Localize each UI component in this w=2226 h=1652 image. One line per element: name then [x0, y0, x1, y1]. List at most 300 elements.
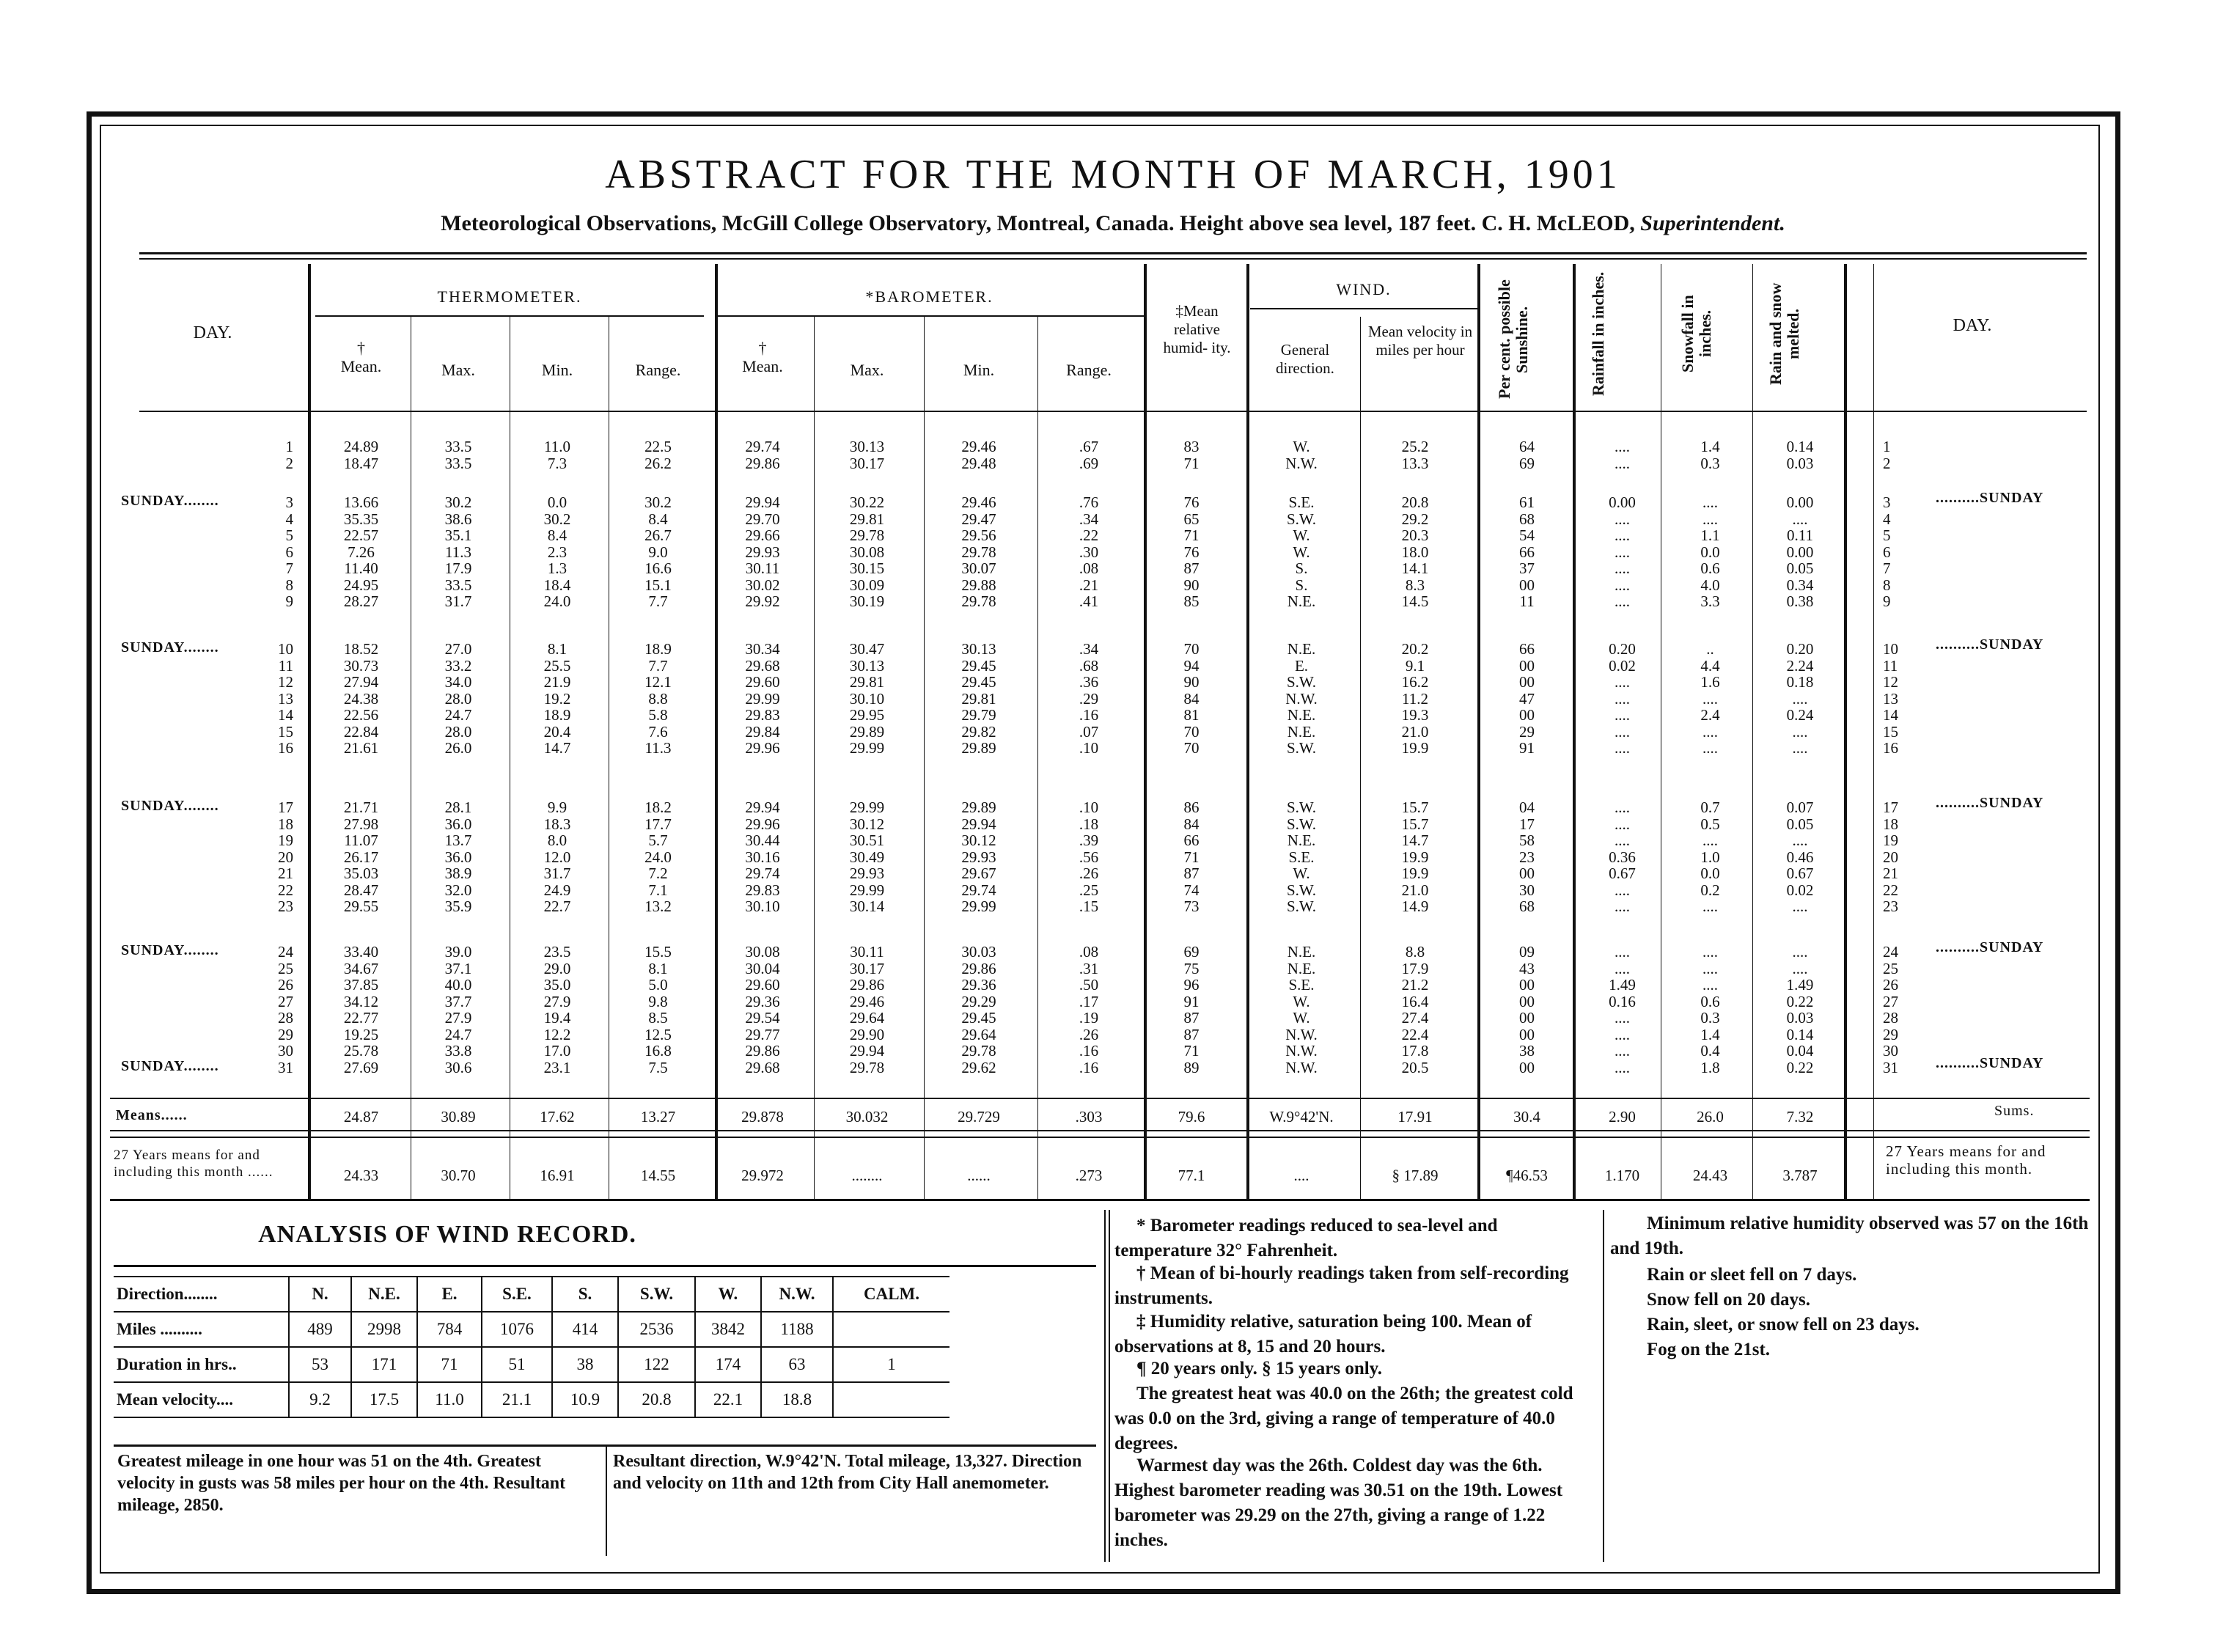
right-note: Snow fell on 20 days. — [1647, 1290, 1810, 1310]
table-cell: 29.68 — [745, 1058, 780, 1076]
table-cell: 15.7 — [1401, 815, 1429, 833]
day-number-right: 13 — [1883, 689, 1898, 708]
means-cell: 7.32 — [1786, 1108, 1814, 1126]
table-cell: 21.61 — [343, 739, 379, 757]
table-cell: .... — [1702, 959, 1718, 977]
table-cell: 11.3 — [445, 543, 471, 561]
table-cell: .16 — [1079, 1042, 1099, 1060]
means-label: Means...... — [116, 1107, 188, 1123]
wind-notes-right: Resultant direction, W.9°42'N. Total mileage, 13,327. Direction and velocity on 11th and 12th from City Hall anemometer. — [613, 1452, 1082, 1493]
table-cell: 29.79 — [961, 706, 996, 724]
table-cell: 29.99 — [849, 739, 885, 757]
table-cell: 30.13 — [849, 438, 885, 455]
wind-table-cell: 414 — [552, 1312, 618, 1347]
table-cell: N.E. — [1287, 722, 1316, 741]
table-cell: 29.93 — [961, 848, 996, 866]
table-cell: 66 — [1183, 831, 1200, 849]
table-cell: .22 — [1079, 526, 1099, 544]
day-number-left: 10 — [278, 640, 293, 658]
day-number-left: 23 — [278, 897, 293, 915]
table-cell: 29.89 — [961, 739, 996, 757]
day-number-right: 3 — [1883, 493, 1891, 511]
table-cell: 29.86 — [961, 959, 996, 977]
table-cell: 5.7 — [648, 831, 668, 849]
day-number-left: 16 — [278, 739, 293, 757]
table-cell: .... — [1615, 706, 1630, 724]
table-cell: .... — [1792, 739, 1808, 757]
wind-analysis-rule — [114, 1265, 1096, 1267]
table-cell: 1.1 — [1700, 526, 1720, 544]
table-cell: 12.1 — [644, 673, 672, 691]
day-number-right: 25 — [1883, 959, 1898, 977]
table-cell: 0.6 — [1700, 559, 1720, 577]
table-cell: 76 — [1183, 543, 1200, 561]
barometer-header: *BAROMETER. — [865, 287, 993, 306]
table-cell: 23.5 — [543, 943, 571, 961]
thermometer-header: THERMOMETER. — [437, 287, 582, 306]
table-cell: 8.4 — [648, 510, 668, 528]
table-cell: 00 — [1519, 656, 1535, 675]
table-cell: S.W. — [1286, 673, 1317, 691]
table-cell: 22.7 — [543, 897, 571, 915]
superintendent-text: Superintendent. — [1640, 211, 1785, 235]
day-number-right: 2 — [1883, 454, 1891, 472]
table-cell: 29.89 — [849, 722, 885, 741]
table-cell: 7.3 — [547, 454, 567, 472]
table-cell: 27.9 — [444, 1009, 472, 1027]
subheader-label: Range. — [1066, 361, 1112, 379]
day-number-right: 22 — [1883, 881, 1898, 899]
table-cell: 28.47 — [343, 881, 379, 899]
wind-table-cell: S.E. — [482, 1277, 552, 1312]
wind-table-cell: 71 — [417, 1347, 482, 1382]
table-cell: 30.15 — [849, 559, 885, 577]
table-cell: .69 — [1079, 454, 1099, 472]
table-cell: 00 — [1519, 992, 1535, 1010]
table-cell: .... — [1792, 510, 1808, 528]
table-cell: 47 — [1519, 689, 1535, 708]
sunshine-header: Per cent. possible Sunshine. — [1495, 279, 1531, 400]
table-cell: 16.2 — [1401, 673, 1429, 691]
table-cell: 28.1 — [444, 799, 472, 816]
table-cell: 3.3 — [1700, 592, 1720, 610]
table-cell: .... — [1792, 831, 1808, 849]
table-cell: .21 — [1079, 576, 1099, 594]
table-cell: N.E. — [1287, 959, 1316, 977]
wind-table-cell: 1076 — [482, 1312, 552, 1347]
years-cell: ¶46.53 — [1506, 1167, 1548, 1184]
table-cell: 0.03 — [1786, 454, 1814, 472]
table-cell: 34.0 — [444, 673, 472, 691]
table-cell: 0.07 — [1786, 799, 1814, 816]
footnote-divider-left — [1104, 1210, 1106, 1562]
table-cell: 39.0 — [444, 943, 472, 961]
table-cell: 29.89 — [961, 799, 996, 816]
table-cell: 69 — [1183, 943, 1200, 961]
table-cell: 73 — [1183, 897, 1200, 915]
day-number-left: 17 — [278, 799, 293, 816]
table-cell: 69 — [1519, 454, 1535, 472]
table-cell: 1.4 — [1700, 1025, 1720, 1043]
dagger-mark: † — [758, 339, 767, 357]
table-cell: 29.86 — [849, 976, 885, 994]
table-cell: 87 — [1183, 559, 1200, 577]
table-cell: 00 — [1519, 706, 1535, 724]
table-cell: S.W. — [1286, 881, 1317, 899]
table-cell: 21.0 — [1401, 722, 1429, 741]
means-cell: 29.729 — [958, 1108, 1000, 1126]
table-cell: 11.2 — [1402, 689, 1428, 708]
table-cell: 0.22 — [1786, 1058, 1814, 1076]
table-cell: 35.1 — [444, 526, 472, 544]
table-cell: 30.10 — [849, 689, 885, 708]
table-cell: 24.0 — [644, 848, 672, 866]
table-cell: 84 — [1183, 689, 1200, 708]
table-cell: .... — [1792, 959, 1808, 977]
table-cell: 5.8 — [648, 706, 668, 724]
day-number-left: 5 — [285, 526, 293, 544]
table-cell: 29.94 — [745, 799, 780, 816]
table-cell: 16.8 — [644, 1042, 672, 1060]
table-cell: 86 — [1183, 799, 1200, 816]
means-cell: W.9°42'N. — [1269, 1108, 1334, 1126]
years-cell: .273 — [1075, 1167, 1103, 1184]
day-number-left: 15 — [278, 722, 293, 741]
table-cell: 29 — [1519, 722, 1535, 741]
table-cell: 29.95 — [849, 706, 885, 724]
table-cell: 0.20 — [1609, 640, 1636, 658]
wind-analysis-table — [114, 1276, 949, 1418]
table-cell: 29.83 — [745, 881, 780, 899]
table-cell: 29.92 — [745, 592, 780, 610]
wind-table-cell: 1 — [833, 1347, 949, 1382]
wind-table-cell: N. — [289, 1277, 351, 1312]
table-cell: .16 — [1079, 1058, 1099, 1076]
table-cell: 25.2 — [1401, 438, 1429, 455]
table-cell: 25.78 — [343, 1042, 379, 1060]
subheader-range — [1037, 361, 1140, 379]
years-label: 27 Years means for and including this month ...... — [114, 1148, 273, 1180]
day-number-right: 1 — [1883, 438, 1891, 455]
table-cell: 13.2 — [644, 897, 672, 915]
day-number-right: 21 — [1883, 864, 1898, 882]
table-cell: 28.27 — [343, 592, 379, 610]
day-number-right: 4 — [1883, 510, 1891, 528]
table-cell: S.W. — [1286, 510, 1317, 528]
table-cell: 29.60 — [745, 976, 780, 994]
table-cell: 29.46 — [961, 493, 996, 511]
table-cell: 27.98 — [343, 815, 379, 833]
table-cell: 37.1 — [444, 959, 472, 977]
table-cell: N.E. — [1287, 640, 1316, 658]
table-cell: 2.4 — [1700, 706, 1720, 724]
sunday-label-right: ..........SUNDAY — [1936, 1054, 2044, 1071]
table-cell: 30.16 — [745, 848, 780, 866]
table-cell: 15.7 — [1401, 799, 1429, 816]
table-cell: .... — [1615, 1025, 1630, 1043]
table-cell: 18.3 — [543, 815, 571, 833]
years-cell: 29.972 — [741, 1167, 784, 1184]
table-cell: 0.38 — [1786, 592, 1814, 610]
table-cell: 30 — [1519, 881, 1535, 899]
table-cell: .. — [1706, 640, 1714, 658]
wind-table-row — [114, 1382, 949, 1417]
table-cell: 18.9 — [644, 640, 672, 658]
table-cell: 35.0 — [543, 976, 571, 994]
table-cell: 30.08 — [745, 943, 780, 961]
table-cell: 29.77 — [745, 1025, 780, 1043]
table-cell: 29.93 — [849, 864, 885, 882]
sunday-label-right: ..........SUNDAY — [1936, 490, 2044, 506]
sunday-label-left: SUNDAY........ — [121, 942, 219, 958]
table-cell: 36.0 — [444, 848, 472, 866]
table-cell: 40.0 — [444, 976, 472, 994]
means-cell: 26.0 — [1697, 1108, 1724, 1126]
rain-snow-header: Rain and snow melted. — [1766, 282, 1802, 385]
table-cell: 30.04 — [745, 959, 780, 977]
day-number-left: 22 — [278, 881, 293, 899]
table-cell: 30.08 — [849, 543, 885, 561]
subheader-label: Min. — [963, 361, 995, 379]
table-cell: 04 — [1519, 799, 1535, 816]
summary-rule — [110, 1130, 2090, 1131]
table-cell: .08 — [1079, 943, 1099, 961]
wind-analysis-title: ANALYSIS OF WIND RECORD. — [258, 1221, 636, 1248]
table-cell: 29.94 — [745, 493, 780, 511]
table-cell: 29.55 — [343, 897, 379, 915]
table-cell: 29.78 — [961, 1042, 996, 1060]
table-cell: 29.99 — [745, 689, 780, 708]
table-cell: .... — [1615, 722, 1630, 741]
means-cell: .303 — [1075, 1108, 1103, 1126]
day-number-right: 23 — [1883, 897, 1898, 915]
table-cell: 8.3 — [1405, 576, 1425, 594]
wind-table-cell: 122 — [618, 1347, 695, 1382]
header-bottom-rule — [139, 411, 2087, 412]
wind-row-label: Mean velocity.... — [114, 1382, 289, 1417]
table-cell: .... — [1792, 943, 1808, 961]
right-note: Fog on the 21st. — [1647, 1340, 1771, 1359]
table-cell: .10 — [1079, 739, 1099, 757]
table-cell: 21.9 — [543, 673, 571, 691]
subheader-label: Mean. — [742, 357, 783, 375]
table-cell: 14.9 — [1401, 897, 1429, 915]
table-cell: 00 — [1519, 1058, 1535, 1076]
table-cell: .30 — [1079, 543, 1099, 561]
table-cell: 24.7 — [444, 1025, 472, 1043]
wind-table-cell: 1188 — [761, 1312, 833, 1347]
day-header-right: DAY. — [1953, 316, 1992, 335]
table-cell: .... — [1615, 559, 1630, 577]
table-cell: 87 — [1183, 864, 1200, 882]
day-number-left: 7 — [285, 559, 293, 577]
table-cell: 29.45 — [961, 1009, 996, 1027]
table-cell: 29.78 — [961, 543, 996, 561]
table-cell: .67 — [1079, 438, 1099, 455]
table-cell: 17.7 — [644, 815, 672, 833]
table-cell: 29.46 — [961, 438, 996, 455]
table-cell: .... — [1615, 1058, 1630, 1076]
table-cell: 8.4 — [547, 526, 567, 544]
table-cell: 29.60 — [745, 673, 780, 691]
table-cell: 21.0 — [1401, 881, 1429, 899]
day-number-left: 20 — [278, 848, 293, 866]
table-cell: .16 — [1079, 706, 1099, 724]
sunday-label-left: SUNDAY........ — [121, 639, 219, 656]
table-cell: 17.8 — [1401, 1042, 1429, 1060]
means-cell: 17.62 — [540, 1108, 575, 1126]
table-cell: 00 — [1519, 864, 1535, 882]
years-cell: 30.70 — [441, 1167, 476, 1184]
table-cell: 20.3 — [1401, 526, 1429, 544]
day-number-right: 11 — [1883, 656, 1898, 675]
table-cell: 30.44 — [745, 831, 780, 849]
table-cell: 43 — [1519, 959, 1535, 977]
sunday-label-right: ..........SUNDAY — [1936, 795, 2044, 811]
table-cell: 21.71 — [343, 799, 379, 816]
table-cell: 31.7 — [543, 864, 571, 882]
day-number-right: 26 — [1883, 976, 1898, 994]
table-cell: 0.16 — [1609, 992, 1636, 1010]
wind-notes-divider — [606, 1446, 607, 1556]
table-cell: .34 — [1079, 640, 1099, 658]
day-number-left: 30 — [278, 1042, 293, 1060]
table-cell: 24.0 — [543, 592, 571, 610]
sunday-label-left: SUNDAY........ — [121, 1057, 219, 1074]
table-cell: 26.0 — [444, 739, 472, 757]
footnote: The greatest heat was 40.0 on the 26th; the greatest cold was 0.0 on the 3rd, giving a range of temperature of 40.0 degrees. — [1114, 1384, 1573, 1453]
table-cell: 33.2 — [444, 656, 472, 675]
table-cell: 0.00 — [1786, 493, 1814, 511]
table-cell: 38.6 — [444, 510, 472, 528]
table-cell: N.W. — [1285, 454, 1318, 472]
day-number-right: 28 — [1883, 1009, 1898, 1027]
table-cell: 29.62 — [961, 1058, 996, 1076]
table-cell: 29.96 — [745, 739, 780, 757]
page-subtitle — [0, 211, 2226, 236]
table-cell: 26.17 — [343, 848, 379, 866]
table-cell: 7.2 — [648, 864, 668, 882]
table-cell: 29.99 — [849, 881, 885, 899]
table-cell: 17 — [1519, 815, 1535, 833]
table-cell: 7.26 — [348, 543, 375, 561]
table-cell: 0.36 — [1609, 848, 1636, 866]
table-cell: 7.1 — [648, 881, 668, 899]
day-number-right: 19 — [1883, 831, 1898, 849]
table-cell: 84 — [1183, 815, 1200, 833]
table-cell: 0.0 — [1700, 543, 1720, 561]
subtitle-text: Meteorological Observations, McGill College Observatory, Montreal, Canada. Height above sea level, 187 feet. C. H. McLEOD, — [441, 211, 1635, 235]
wind-table-cell: 17.5 — [351, 1382, 417, 1417]
table-cell: 22.77 — [343, 1009, 379, 1027]
table-cell: E. — [1294, 656, 1309, 675]
subheader-label: Min. — [541, 361, 573, 379]
day-number-right: 9 — [1883, 592, 1891, 610]
table-cell: 29.81 — [849, 510, 885, 528]
column-line — [1752, 264, 1753, 1200]
header-rule-top — [139, 252, 2087, 254]
table-cell: 38 — [1519, 1042, 1535, 1060]
table-cell: .07 — [1079, 722, 1099, 741]
table-cell: 0.02 — [1609, 656, 1636, 675]
table-cell: 32.0 — [444, 881, 472, 899]
table-cell: 1.3 — [547, 559, 567, 577]
day-number-right: 24 — [1883, 943, 1898, 961]
table-cell: .18 — [1079, 815, 1099, 833]
table-cell: 30.47 — [849, 640, 885, 658]
table-cell: .... — [1615, 799, 1630, 816]
table-cell: 17.9 — [1401, 959, 1429, 977]
table-cell: .... — [1792, 722, 1808, 741]
table-cell: 0.2 — [1700, 881, 1720, 899]
table-cell: .50 — [1079, 976, 1099, 994]
table-cell: .... — [1615, 1009, 1630, 1027]
table-cell: 36.0 — [444, 815, 472, 833]
table-cell: 30.07 — [961, 559, 996, 577]
table-cell: 33.8 — [444, 1042, 472, 1060]
table-cell: 81 — [1183, 706, 1200, 724]
table-cell: 71 — [1183, 454, 1200, 472]
table-cell: 0.14 — [1786, 1025, 1814, 1043]
table-cell: 29.36 — [961, 976, 996, 994]
table-cell: 22.56 — [343, 706, 379, 724]
table-cell: 29.56 — [961, 526, 996, 544]
day-number-left: 26 — [278, 976, 293, 994]
day-number-left: 19 — [278, 831, 293, 849]
subheader-label: Mean. — [340, 357, 382, 375]
table-cell: 76 — [1183, 493, 1200, 511]
table-cell: .36 — [1079, 673, 1099, 691]
table-cell: 29.46 — [849, 992, 885, 1010]
years-cell: 3.787 — [1782, 1167, 1818, 1184]
table-cell: 90 — [1183, 673, 1200, 691]
means-cell: 13.27 — [640, 1108, 676, 1126]
table-cell: 17.0 — [543, 1042, 571, 1060]
years-cell: 24.33 — [343, 1167, 379, 1184]
means-cell: 30.032 — [845, 1108, 889, 1126]
table-cell: 8.8 — [648, 689, 668, 708]
table-cell: 29.0 — [543, 959, 571, 977]
table-cell: .31 — [1079, 959, 1099, 977]
table-cell: 29.78 — [849, 1058, 885, 1076]
table-cell: 29.29 — [961, 992, 996, 1010]
table-cell: 0.14 — [1786, 438, 1814, 455]
table-cell: 30.10 — [745, 897, 780, 915]
dagger-mark: † — [357, 339, 365, 357]
table-cell: 0.22 — [1786, 992, 1814, 1010]
table-cell: 54 — [1519, 526, 1535, 544]
wind-table-row — [114, 1347, 949, 1382]
table-cell: 8.5 — [648, 1009, 668, 1027]
table-cell: 20.5 — [1401, 1058, 1429, 1076]
table-cell: 20.8 — [1401, 493, 1429, 511]
day-number-left: 29 — [278, 1025, 293, 1043]
means-cell: 17.91 — [1397, 1108, 1433, 1126]
table-cell: 26.2 — [644, 454, 672, 472]
table-cell: 0.5 — [1700, 815, 1720, 833]
table-cell: S.E. — [1288, 848, 1315, 866]
day-number-right: 12 — [1883, 673, 1898, 691]
table-cell: 71 — [1183, 1042, 1200, 1060]
table-cell: 29.45 — [961, 673, 996, 691]
means-cell: 79.6 — [1178, 1108, 1205, 1126]
wind-notes-left: Greatest mileage in one hour was 51 on the 4th. Greatest velocity in gusts was 58 miles per hour on the 4th. Resultant mileage, 2850. — [117, 1452, 566, 1515]
wind-table-cell: 3842 — [695, 1312, 761, 1347]
subheader-label: Max. — [850, 361, 884, 379]
table-cell: .... — [1615, 438, 1630, 455]
table-cell: .... — [1615, 689, 1630, 708]
table-cell: 0.20 — [1786, 640, 1814, 658]
